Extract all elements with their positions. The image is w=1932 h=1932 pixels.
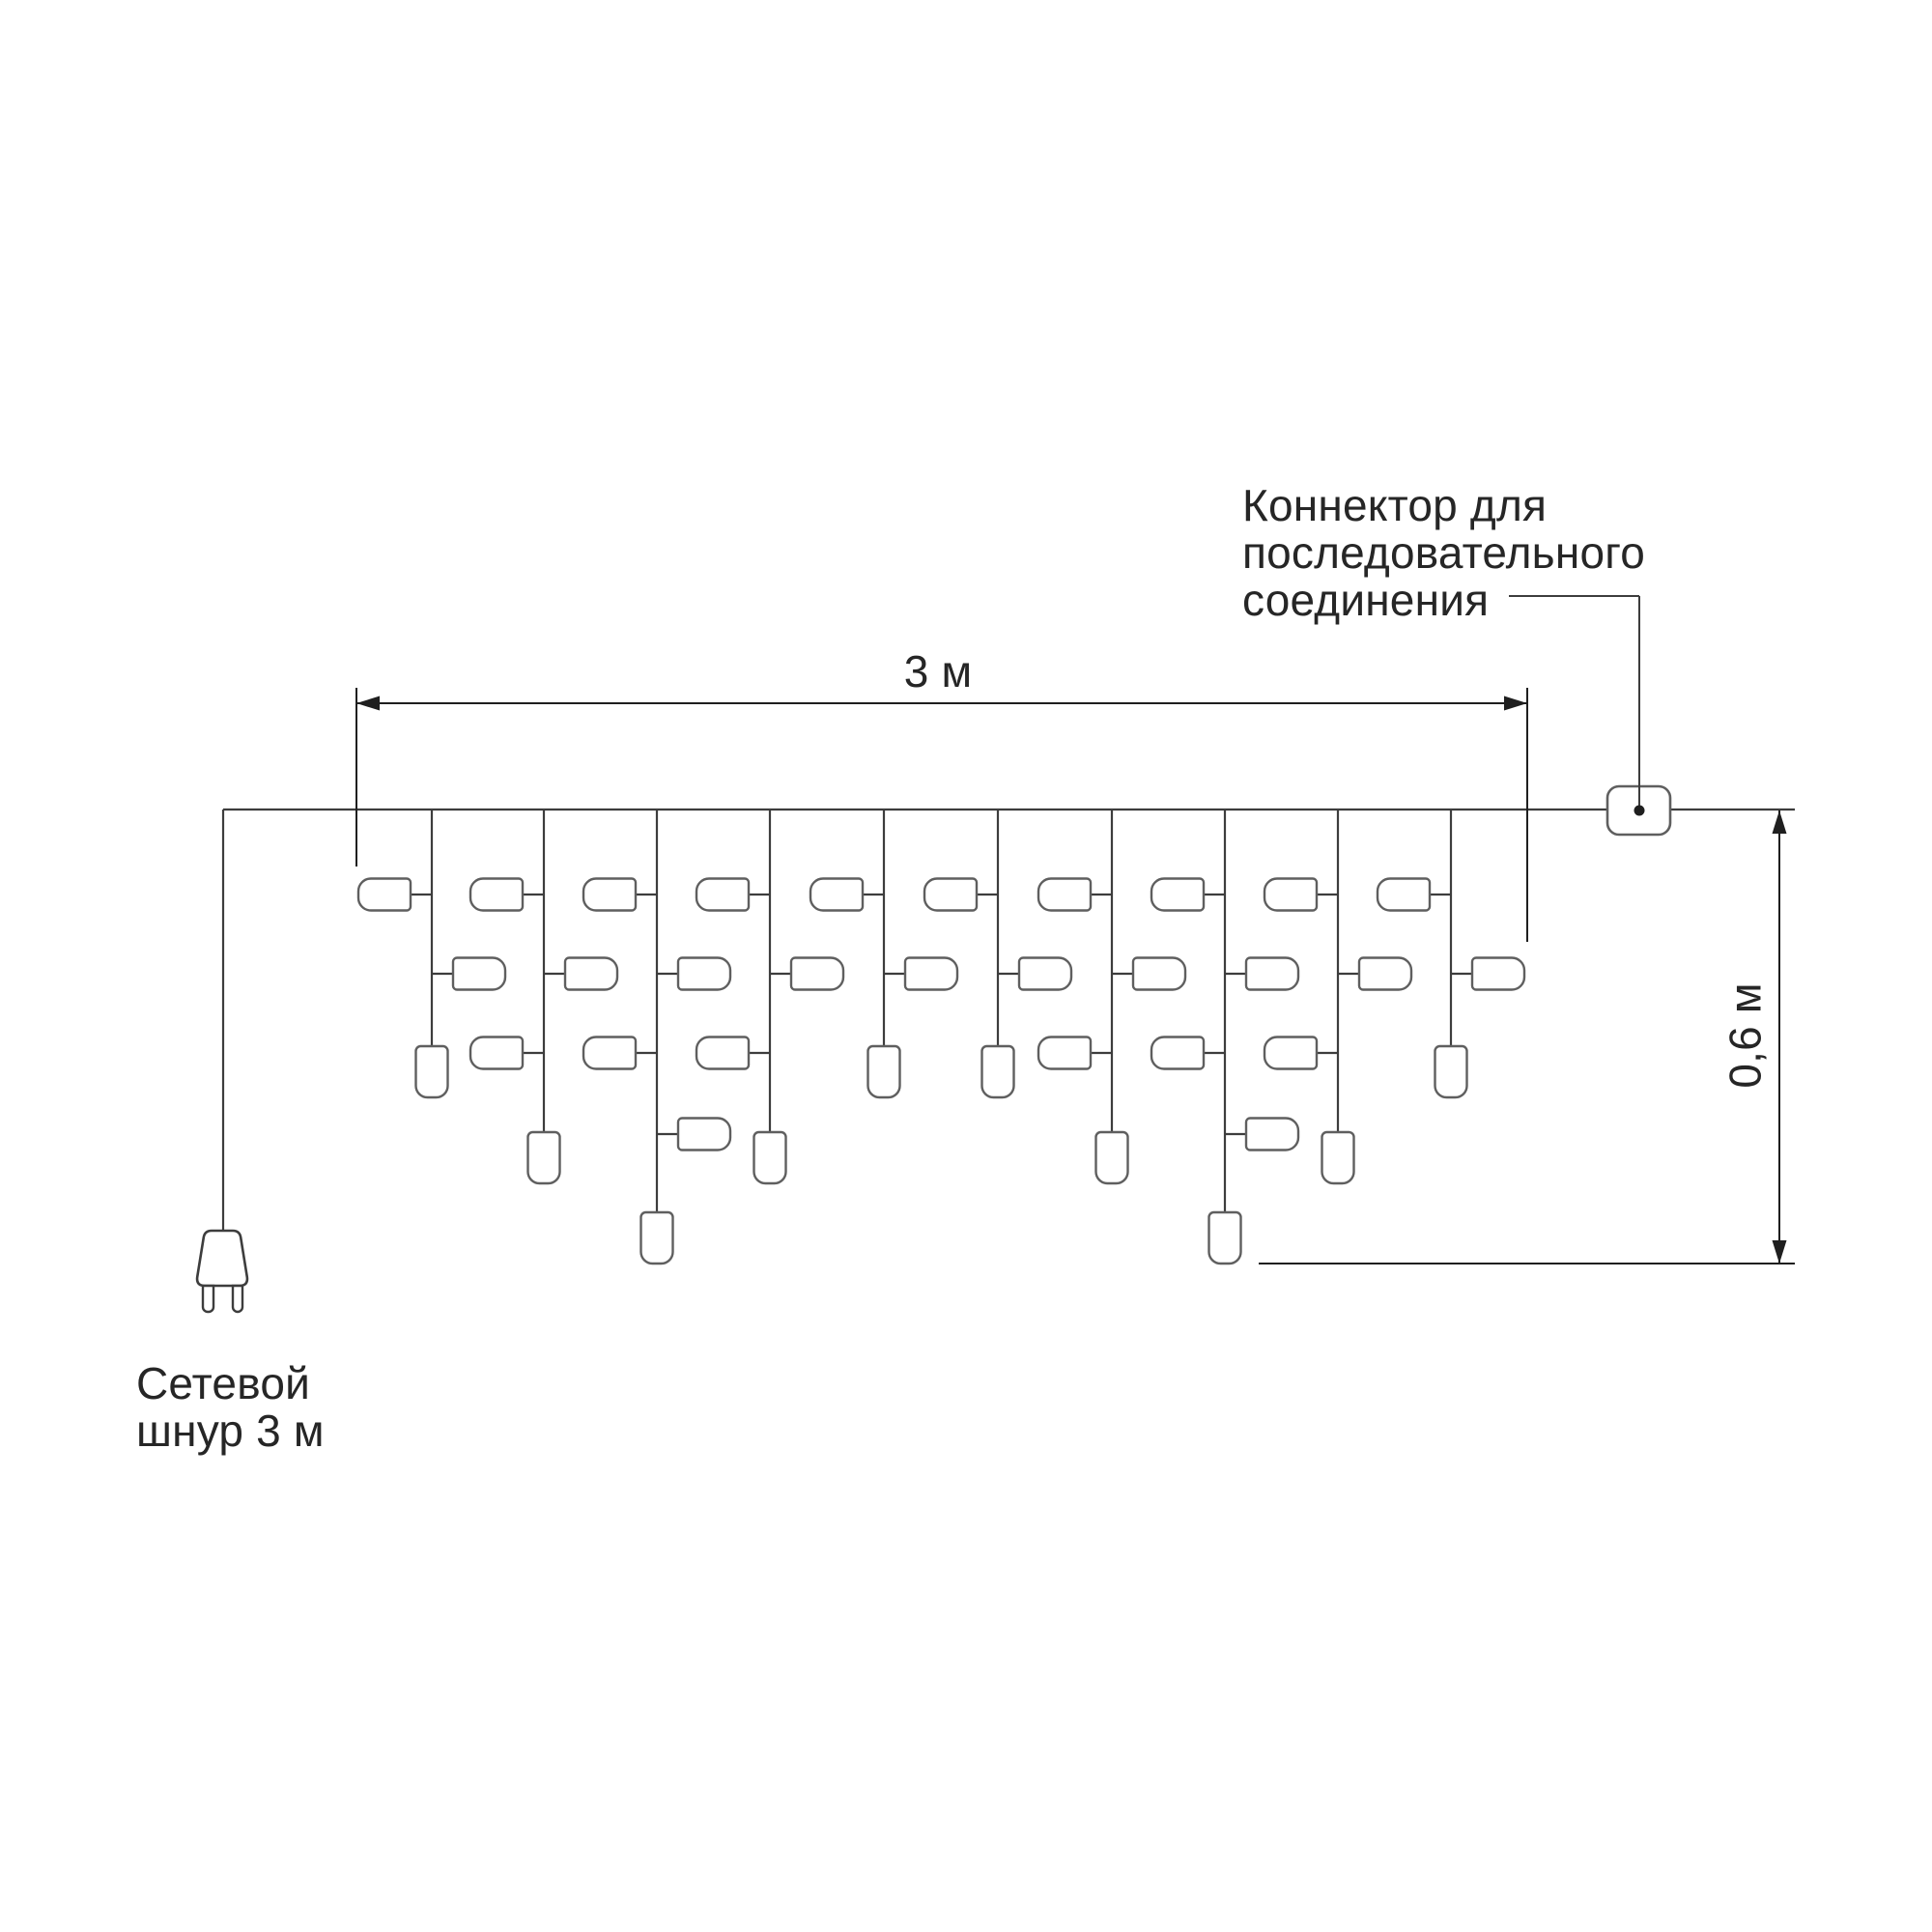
bulb	[583, 879, 636, 911]
width-arrow-right	[1504, 696, 1527, 711]
bulb	[678, 958, 730, 990]
end-bulb	[1322, 1132, 1354, 1183]
connector-label	[1242, 482, 1645, 624]
end-bulb	[982, 1046, 1014, 1097]
bulb	[678, 1119, 730, 1151]
bulb	[1151, 1037, 1204, 1069]
connector-label-line3: соединения	[1242, 575, 1490, 625]
height-arrow-bottom	[1773, 1240, 1787, 1264]
bulb	[1038, 879, 1091, 911]
bulb	[1038, 1037, 1091, 1069]
connector-dot	[1634, 806, 1645, 816]
bulb	[470, 879, 523, 911]
bulb	[565, 958, 617, 990]
power-cord-label-line1: Сетевой	[136, 1358, 311, 1408]
end-bulb	[868, 1046, 900, 1097]
width-dimension-label: 3 м	[903, 646, 973, 696]
bulb	[1019, 958, 1071, 990]
end-bulb	[641, 1212, 673, 1264]
width-arrow-left	[356, 696, 380, 711]
end-bulb	[754, 1132, 786, 1183]
plug-prong	[203, 1286, 213, 1312]
bulb	[453, 958, 505, 990]
end-bulb	[1209, 1212, 1241, 1264]
bulb	[1359, 958, 1411, 990]
end-bulb	[528, 1132, 560, 1183]
bulb	[696, 1037, 749, 1069]
bulb	[810, 879, 863, 911]
bulb	[1264, 1037, 1317, 1069]
bulb	[1151, 879, 1204, 911]
bulb	[924, 879, 977, 911]
height-arrow-top	[1773, 810, 1787, 834]
bulb	[1378, 879, 1430, 911]
bulb	[905, 958, 957, 990]
bulb	[1246, 958, 1298, 990]
height-dimension-label: 0,6 м	[1719, 982, 1771, 1089]
connector-label-line1: Коннектор для	[1242, 480, 1548, 530]
end-bulb	[416, 1046, 448, 1097]
power-plug-icon	[197, 1231, 247, 1286]
bulb	[696, 879, 749, 911]
bulb	[1472, 958, 1524, 990]
end-bulb	[1096, 1132, 1128, 1183]
bulb	[583, 1037, 636, 1069]
bulb	[1264, 879, 1317, 911]
plug-prong	[233, 1286, 242, 1312]
power-cord-label-line2: шнур 3 м	[136, 1406, 325, 1456]
bulb	[1133, 958, 1185, 990]
bulb	[791, 958, 843, 990]
bulb	[470, 1037, 523, 1069]
power-cord-label	[136, 1360, 325, 1455]
end-bulb	[1435, 1046, 1467, 1097]
bulb	[1246, 1119, 1298, 1151]
bulb	[358, 879, 411, 911]
connector-label-line2: последовательного	[1242, 527, 1645, 578]
